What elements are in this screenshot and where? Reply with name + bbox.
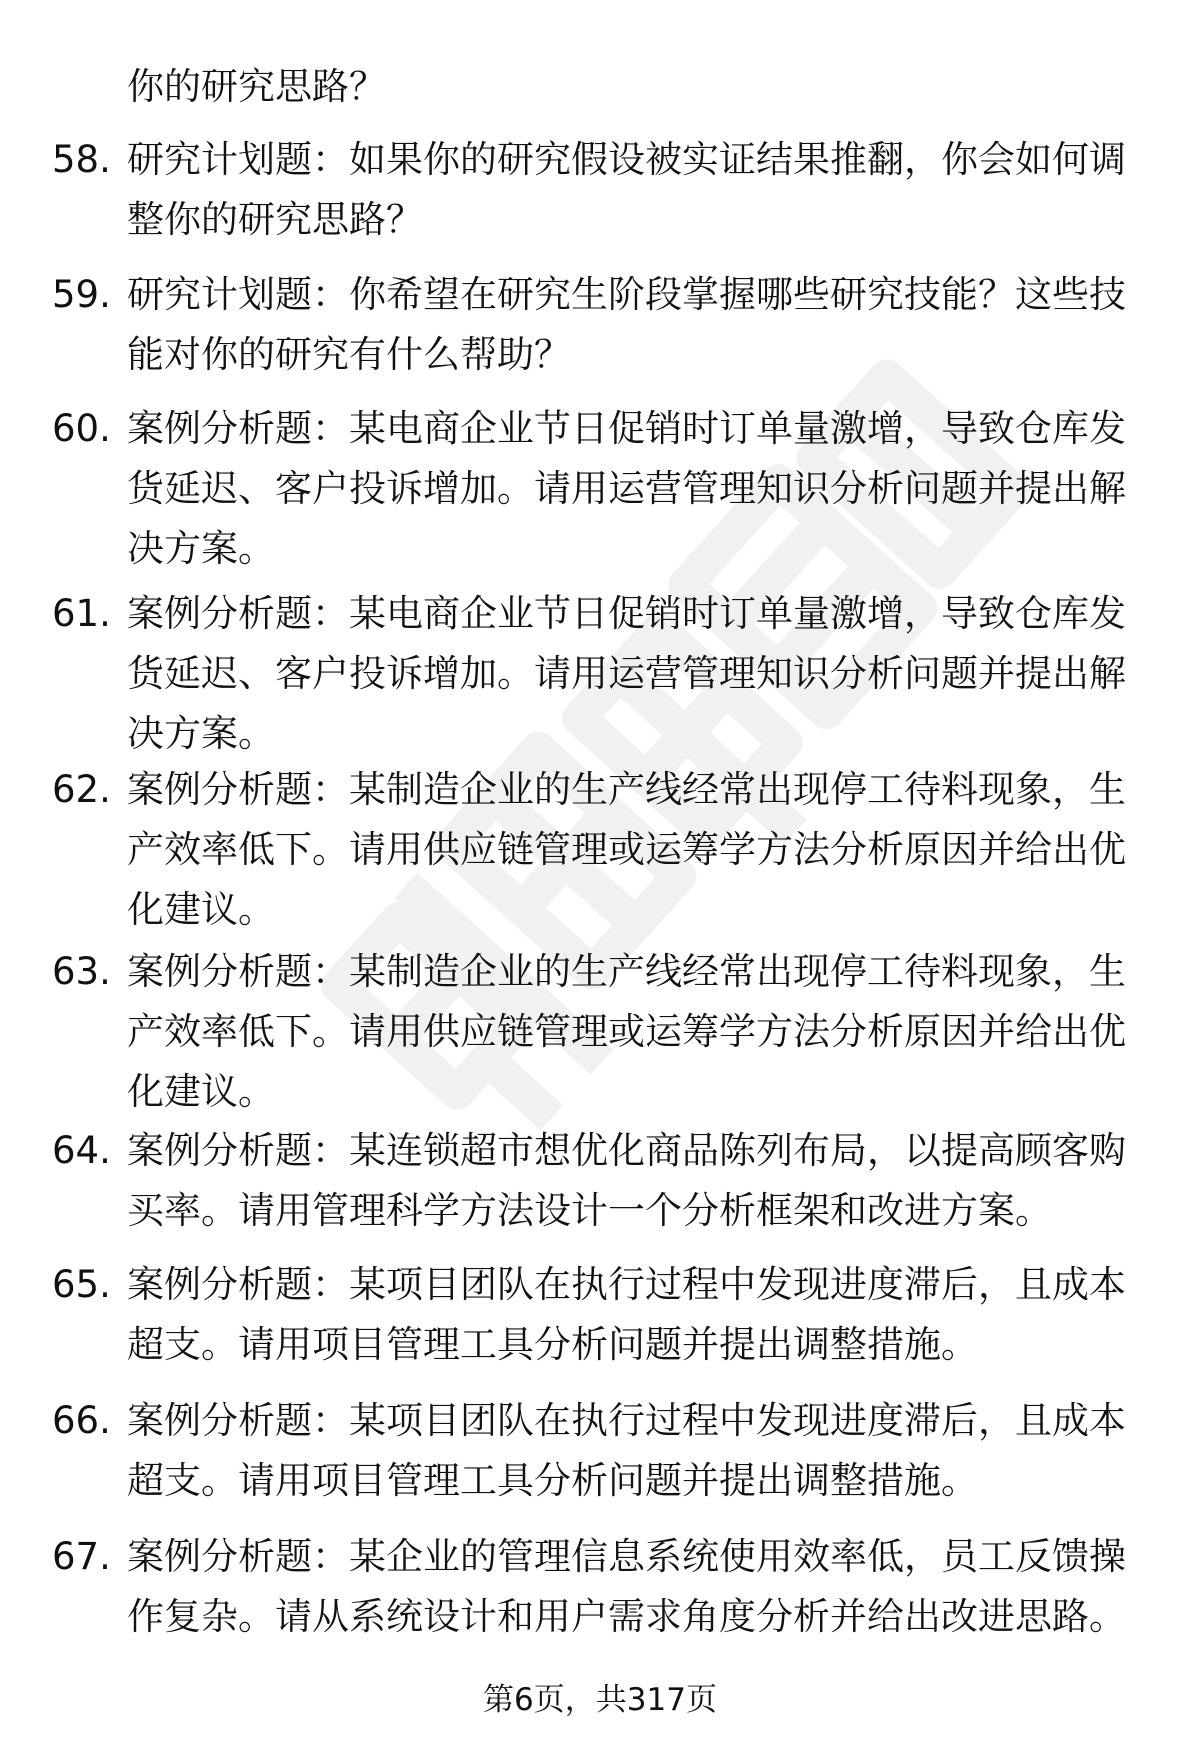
question-text: 案例分析题：某制造企业的生产线经常出现停工待料现象，生产效率低下。请用供应链管理或运筹学方法分析原因并给出优化建议。 — [127, 768, 1126, 931]
question-continuation-text: 你的研究思路？ — [127, 65, 386, 108]
question-number: 66. — [52, 1399, 111, 1442]
question-text: 案例分析题：某连锁超市想优化商品陈列布局，以提高顾客购买率。请用管理科学方法设计一个分析框架和改进方案。 — [127, 1129, 1126, 1232]
question-number: 58. — [52, 138, 111, 181]
question-number: 62. — [52, 768, 111, 811]
question-text: 案例分析题：某项目团队在执行过程中发现进度滞后，且成本超支。请用项目管理工具分析问题并提出调整措施。 — [127, 1263, 1126, 1366]
question-text: 案例分析题：某企业的管理信息系统使用效率低，员工反馈操作复杂。请从系统设计和用户需求角度分析并给出改进思路。 — [127, 1535, 1126, 1638]
question-number: 63. — [52, 950, 111, 993]
question-text: 案例分析题：某电商企业节日促销时订单量激增，导致仓库发货延迟、客户投诉增加。请用运营管理知识分析问题并提出解决方案。 — [127, 592, 1126, 755]
page-footer: 第6页，共317页 — [483, 1682, 717, 1718]
question-text: 研究计划题：如果你的研究假设被实证结果推翻，你会如何调整你的研究思路？ — [127, 138, 1126, 241]
question-number: 67. — [52, 1535, 111, 1578]
question-text: 案例分析题：某制造企业的生产线经常出现停工待料现象，生产效率低下。请用供应链管理或运筹学方法分析原因并给出优化建议。 — [127, 950, 1126, 1113]
question-text: 研究计划题：你希望在研究生阶段掌握哪些研究技能？这些技能对你的研究有什么帮助？ — [127, 273, 1126, 376]
question-number: 64. — [52, 1129, 111, 1172]
question-number: 59. — [52, 273, 111, 316]
question-number: 61. — [52, 592, 111, 635]
question-text: 案例分析题：某电商企业节日促销时订单量激增，导致仓库发货延迟、客户投诉增加。请用运营管理知识分析问题并提出解决方案。 — [127, 407, 1126, 570]
question-text: 案例分析题：某项目团队在执行过程中发现进度滞后，且成本超支。请用项目管理工具分析问题并提出调整措施。 — [127, 1399, 1126, 1502]
question-number: 60. — [52, 407, 111, 450]
question-number: 65. — [52, 1263, 111, 1306]
